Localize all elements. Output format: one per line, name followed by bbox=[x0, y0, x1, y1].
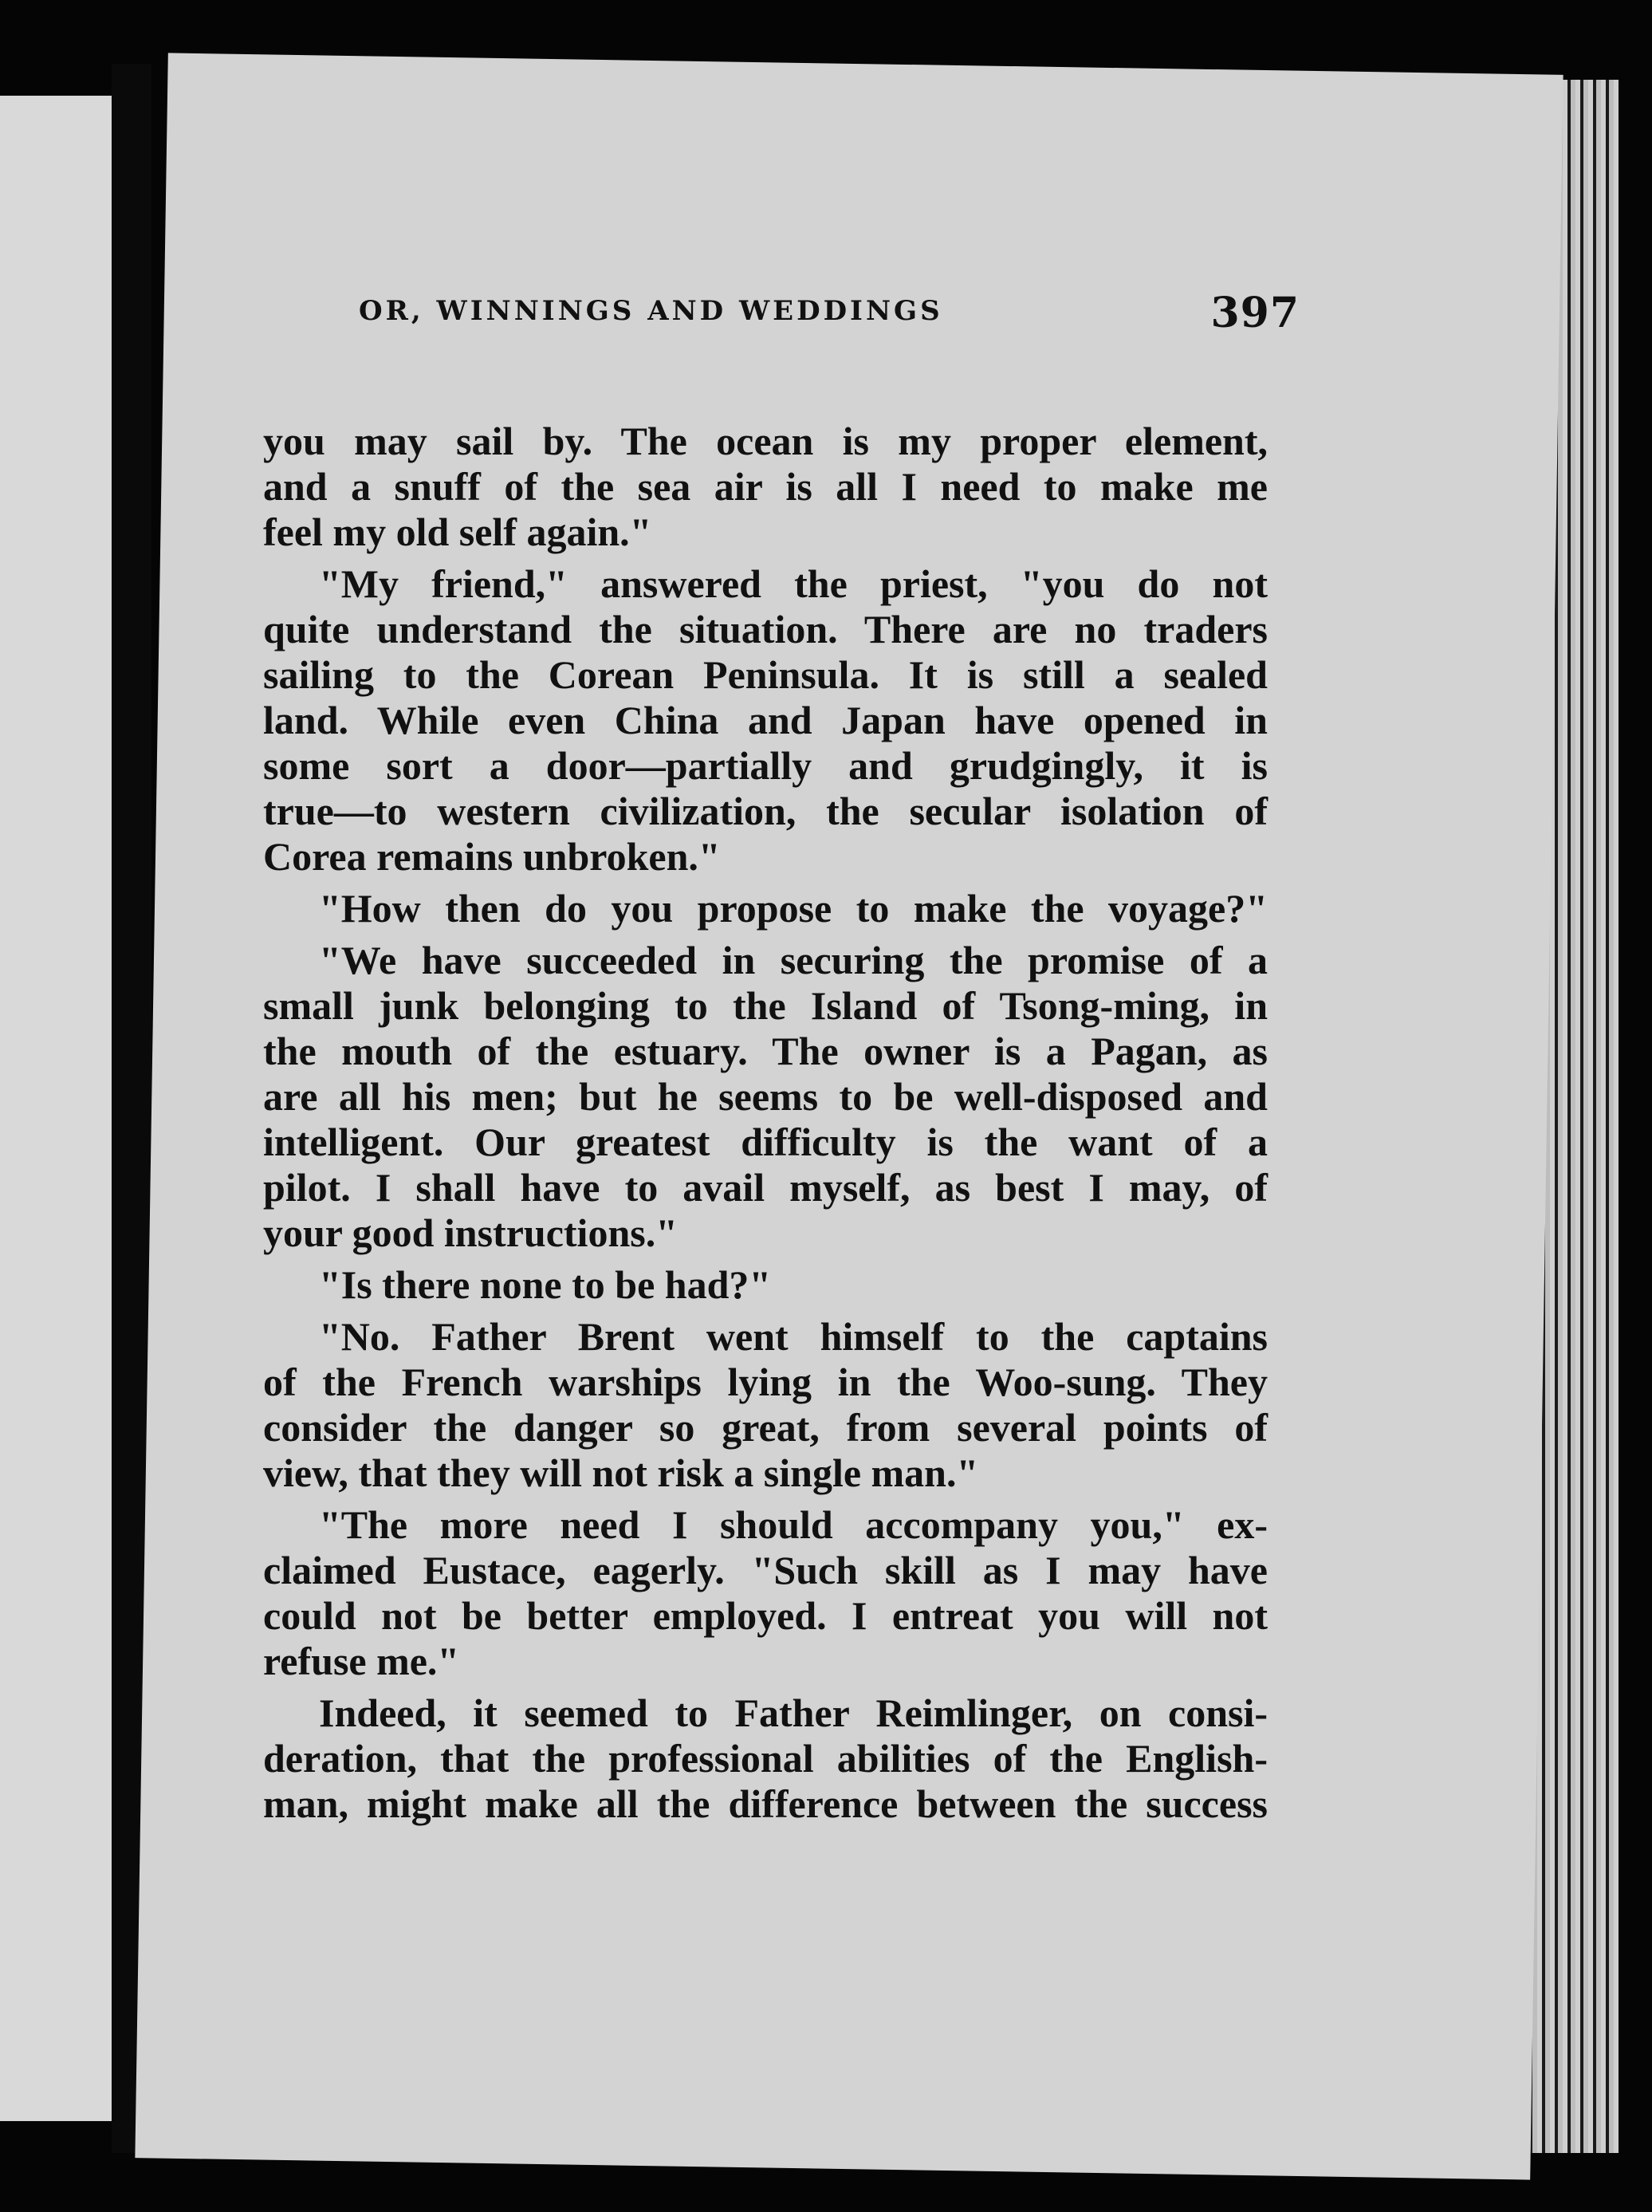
text-line: Corea remains unbroken." bbox=[263, 834, 721, 879]
text-line: consider the danger so great, from several points of bbox=[263, 1405, 1268, 1450]
paragraph bbox=[263, 1690, 1268, 1827]
facing-page-edge bbox=[0, 96, 112, 2121]
text-line: deration, that the professional abilities of the English- bbox=[263, 1736, 1268, 1781]
text-line: "How then do you propose to make the voyage?" bbox=[319, 886, 1268, 931]
text-line: man, might make all the difference between the success bbox=[263, 1781, 1268, 1826]
text-line: small junk belonging to the Island of Tsong-ming, in bbox=[263, 983, 1268, 1028]
text-line: are all his men; but he seems to be well-disposed and bbox=[263, 1074, 1268, 1119]
text-line: "No. Father Brent went himself to the captains bbox=[319, 1314, 1268, 1359]
text-line: you may sail by. The ocean is my proper element, bbox=[263, 419, 1268, 463]
text-line: and a snuff of the sea air is all I need to make me bbox=[263, 464, 1268, 509]
paragraph bbox=[263, 561, 1268, 880]
paragraph bbox=[263, 1502, 1268, 1684]
text-line: pilot. I shall have to avail myself, as best I may, of bbox=[263, 1165, 1268, 1210]
paragraph bbox=[263, 419, 1268, 555]
text-line: some sort a door—partially and grudgingly, it is bbox=[263, 743, 1268, 788]
text-line: "My friend," answered the priest, "you do not bbox=[319, 561, 1268, 606]
running-head-title: OR, WINNINGS AND WEDDINGS bbox=[359, 295, 943, 327]
text-line: "We have succeeded in securing the promise of a bbox=[319, 938, 1268, 982]
text-line: feel my old self again." bbox=[263, 510, 652, 554]
text-line: Indeed, it seemed to Father Reimlinger, on consi- bbox=[319, 1690, 1268, 1735]
text-line: claimed Eustace, eagerly. "Such skill as I may have bbox=[263, 1548, 1268, 1592]
paragraph bbox=[263, 1314, 1268, 1496]
text-line: true—to western civilization, the secular isolation of bbox=[263, 789, 1268, 833]
text-line: "The more need I should accompany you," ex- bbox=[319, 1502, 1268, 1547]
body-text bbox=[263, 419, 1268, 1833]
paragraph bbox=[263, 1262, 1268, 1308]
page-number: 397 bbox=[1210, 289, 1300, 337]
text-line: "Is there none to be had?" bbox=[319, 1262, 772, 1307]
text-line: view, that they will not risk a single man." bbox=[263, 1450, 979, 1495]
text-line: intelligent. Our greatest difficulty is the want of a bbox=[263, 1120, 1268, 1164]
text-line: sailing to the Corean Peninsula. It is still a sealed bbox=[263, 652, 1268, 697]
text-line: the mouth of the estuary. The owner is a Pagan, as bbox=[263, 1029, 1268, 1073]
text-line: could not be better employed. I entreat you will not bbox=[263, 1593, 1268, 1638]
text-line: of the French warships lying in the Woo-sung. They bbox=[263, 1360, 1268, 1404]
text-line: your good instructions." bbox=[263, 1210, 678, 1255]
text-line: refuse me." bbox=[263, 1639, 460, 1683]
paragraph bbox=[263, 938, 1268, 1256]
text-line: land. While even China and Japan have opened in bbox=[263, 698, 1268, 742]
paragraph bbox=[263, 886, 1268, 931]
text-line: quite understand the situation. There are no traders bbox=[263, 607, 1268, 651]
